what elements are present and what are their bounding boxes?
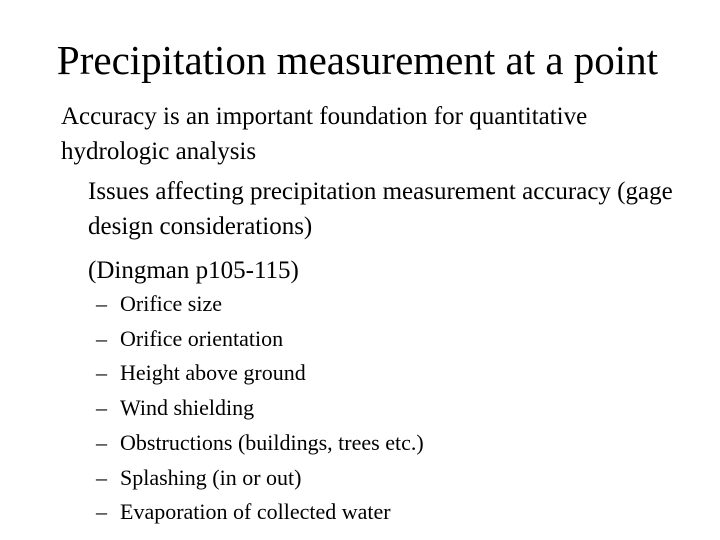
list-item <box>96 391 424 426</box>
bullet-list <box>96 287 424 530</box>
list-item-text: Orifice size <box>120 291 222 316</box>
dash-marker: – <box>96 291 107 316</box>
list-item <box>96 287 424 322</box>
dash-marker: – <box>96 429 107 455</box>
list-item <box>96 495 424 530</box>
list-item-text: Splashing (in or out) <box>120 464 302 490</box>
list-item <box>96 322 424 357</box>
list-item <box>96 461 424 496</box>
dash-marker: – <box>96 464 107 490</box>
dash-marker: – <box>96 360 107 386</box>
list-item-text: Evaporation of collected water <box>120 499 391 525</box>
issues-paragraph: Issues affecting precipitation measurement accuracy (gage design considerations) <box>88 178 673 240</box>
list-item <box>96 426 424 461</box>
list-item <box>96 356 424 391</box>
intro-paragraph: Accuracy is an important foundation for quantitative hydrologic analysis <box>61 103 588 165</box>
list-item-text: Obstructions (buildings, trees etc.) <box>120 429 424 455</box>
dash-marker: – <box>96 325 107 351</box>
dash-marker: – <box>96 395 107 421</box>
list-item-text: Wind shielding <box>120 395 255 421</box>
list-item-text: Orifice orientation <box>120 325 284 351</box>
slide-title: Precipitation measurement at a point <box>56 37 659 83</box>
list-item-text: Height above ground <box>120 360 306 386</box>
dash-marker: – <box>96 499 107 525</box>
reference-citation: (Dingman p105-115) <box>88 257 299 284</box>
